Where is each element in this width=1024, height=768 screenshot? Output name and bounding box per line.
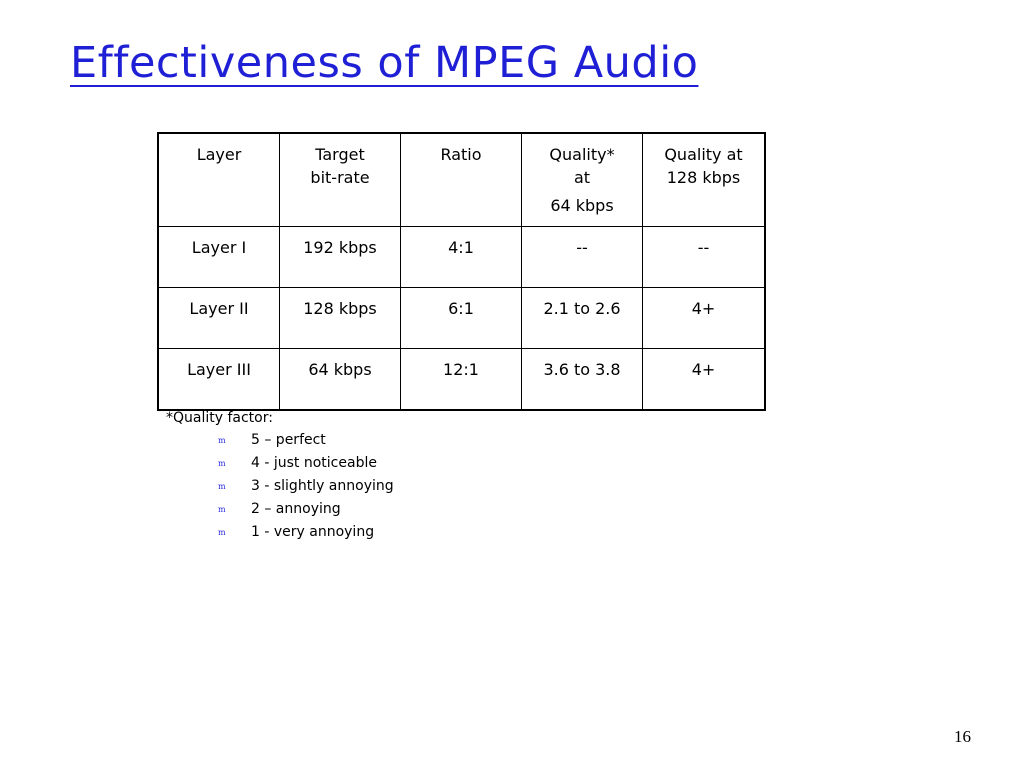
list-item xyxy=(218,499,394,522)
header-q64-line1: Quality* xyxy=(549,145,615,164)
header-quality-64 xyxy=(522,133,643,227)
cell-quality-64: 3.6 to 3.8 xyxy=(522,349,643,411)
list-item-text: 3 - slightly annoying xyxy=(251,478,394,494)
cell-ratio: 12:1 xyxy=(401,349,522,411)
cell-bitrate: 192 kbps xyxy=(280,227,401,288)
cell-quality-128: 4+ xyxy=(643,288,766,349)
list-item xyxy=(218,453,394,476)
cell-layer: Layer II xyxy=(158,288,280,349)
cell-quality-128: 4+ xyxy=(643,349,766,411)
header-target-line2: bit-rate xyxy=(310,168,370,187)
list-item xyxy=(218,430,394,453)
page-number: 16 xyxy=(954,727,971,746)
cell-quality-64: -- xyxy=(522,227,643,288)
header-quality-128 xyxy=(643,133,766,227)
mpeg-audio-table xyxy=(157,132,766,411)
cell-bitrate: 128 kbps xyxy=(280,288,401,349)
list-item-text: 2 – annoying xyxy=(251,501,341,517)
list-item xyxy=(218,476,394,499)
list-item xyxy=(218,522,394,545)
header-q128-line1: Quality at xyxy=(664,145,743,164)
footnote-title: *Quality factor: xyxy=(166,410,273,426)
header-q64-line2: at xyxy=(573,168,591,187)
header-ratio: Ratio xyxy=(401,133,522,227)
list-item-text: 5 – perfect xyxy=(251,432,326,448)
header-target-line1: Target xyxy=(315,145,365,164)
cell-layer: Layer I xyxy=(158,227,280,288)
bullet-icon: m xyxy=(218,528,226,537)
table-row xyxy=(158,349,765,411)
header-layer: Layer xyxy=(158,133,280,227)
header-q128-line2: 128 kbps xyxy=(666,168,741,187)
bullet-icon: m xyxy=(218,505,226,514)
cell-ratio: 4:1 xyxy=(401,227,522,288)
list-item-text: 4 - just noticeable xyxy=(251,455,377,471)
table-row xyxy=(158,227,765,288)
table-row xyxy=(158,288,765,349)
bullet-icon: m xyxy=(218,482,226,491)
slide-title: Effectiveness of MPEG Audio xyxy=(70,38,699,88)
cell-quality-128: -- xyxy=(643,227,766,288)
table-header-row xyxy=(158,133,765,227)
list-item-text: 1 - very annoying xyxy=(251,524,375,540)
bullet-icon: m xyxy=(218,436,226,445)
quality-scale-list xyxy=(218,430,394,545)
cell-layer: Layer III xyxy=(158,349,280,411)
cell-ratio: 6:1 xyxy=(401,288,522,349)
bullet-icon: m xyxy=(218,459,226,468)
header-target-bitrate xyxy=(280,133,401,227)
cell-bitrate: 64 kbps xyxy=(280,349,401,411)
cell-quality-64: 2.1 to 2.6 xyxy=(522,288,643,349)
header-q64-line3: 64 kbps xyxy=(550,196,614,215)
